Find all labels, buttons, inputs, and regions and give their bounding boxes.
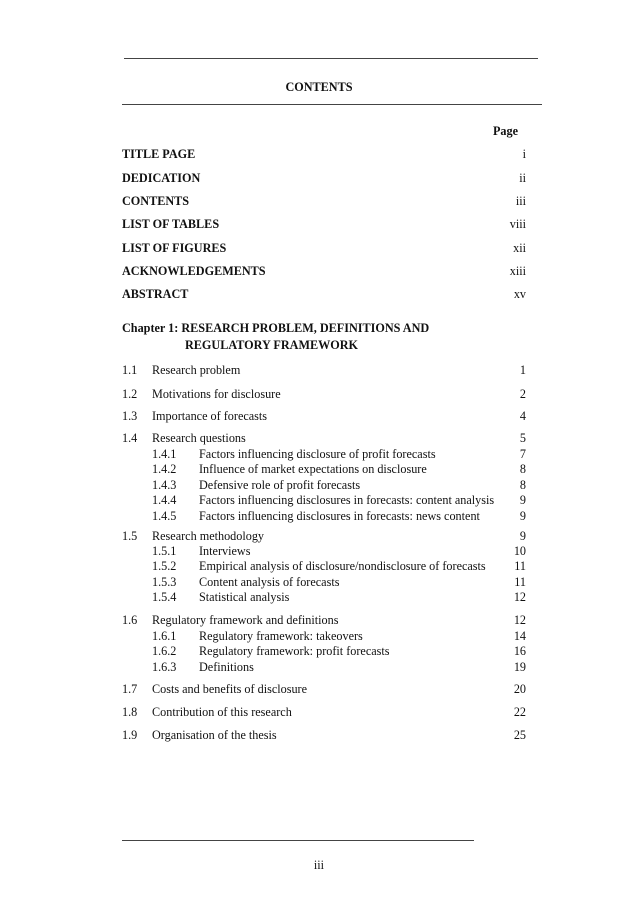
- toc-section: [122, 727, 526, 743]
- toc-subsection: [122, 628, 526, 644]
- footer-rule: [122, 840, 474, 841]
- toc-entry: [122, 263, 526, 279]
- toc-entry-page: viii: [509, 217, 526, 231]
- toc-subsection-label: Definitions: [199, 659, 254, 674]
- toc-section-label: Research questions: [152, 431, 246, 445]
- toc-section-number: 1.2: [122, 387, 138, 401]
- toc-entry: [122, 170, 526, 186]
- toc-entry-label: LIST OF TABLES: [122, 217, 220, 231]
- title-underline-rule: [122, 104, 542, 105]
- toc-subsection-label: Factors influencing disclosures in forecasts: content analysis: [199, 493, 495, 508]
- toc-subsection: [122, 461, 526, 477]
- toc-section: [122, 681, 526, 697]
- toc-subsection-number: 1.4.4: [152, 493, 177, 508]
- toc-subsection-number: 1.6.1: [152, 629, 177, 643]
- toc-section: [122, 408, 526, 424]
- toc-section-page: 1: [519, 363, 526, 377]
- toc-subsection-page: 11: [514, 574, 526, 589]
- toc-section-number: 1.8: [122, 705, 138, 719]
- toc-subsection-page: 12: [513, 590, 526, 605]
- toc-subsection: [122, 492, 526, 508]
- toc-subsection-number: 1.5.4: [152, 590, 177, 605]
- top-rule: [124, 58, 538, 59]
- toc-subsection-page: 10: [513, 544, 526, 558]
- toc-section-label: Motivations for disclosure: [152, 387, 281, 401]
- toc-section-label: Regulatory framework and definitions: [152, 613, 339, 627]
- toc-subsection-label: Influence of market expectations on disclosure: [199, 462, 427, 477]
- page-title: CONTENTS: [285, 80, 353, 94]
- toc-subsection-number: 1.4.3: [152, 477, 177, 492]
- toc-entry-label: ACKNOWLEDGEMENTS: [122, 264, 266, 278]
- toc-subsection: [122, 643, 526, 659]
- toc-subsection-label: Factors influencing disclosures in forecasts: news content: [199, 508, 480, 523]
- toc-entry-page: xii: [513, 241, 526, 255]
- toc-section-page: 4: [519, 409, 526, 423]
- toc-subsection-number: 1.4.5: [152, 508, 177, 523]
- toc-subsection-label: Factors influencing disclosure of profit forecasts: [199, 447, 436, 461]
- toc-entry-label: ABSTRACT: [122, 287, 189, 301]
- toc-subsection: [122, 543, 526, 559]
- toc-section-number: 1.5: [122, 529, 138, 543]
- toc-subsection-number: 1.6.3: [152, 659, 177, 674]
- toc-subsection-label: Regulatory framework: profit forecasts: [199, 644, 390, 659]
- toc-subsection-page: 8: [519, 462, 526, 477]
- toc-subsection: [122, 589, 526, 605]
- toc-subsection: [122, 508, 526, 524]
- toc-section-page: 20: [513, 682, 526, 696]
- toc-section: [122, 704, 526, 720]
- toc-subsection-label: Statistical analysis: [199, 590, 290, 605]
- toc-section-number: 1.4: [122, 431, 138, 445]
- toc-subsection: [122, 446, 526, 462]
- toc-section-page: 2: [519, 387, 526, 401]
- toc-subsection-number: 1.6.2: [152, 644, 177, 659]
- toc-subsection-number: 1.4.1: [152, 447, 177, 461]
- toc-subsection-label: Interviews: [199, 544, 251, 558]
- toc-section-number: 1.6: [122, 613, 138, 627]
- toc-subsection-page: 19: [513, 659, 526, 674]
- toc-section-number: 1.3: [122, 409, 138, 423]
- toc-section-label: Importance of forecasts: [152, 409, 268, 423]
- toc-subsection-number: 1.5.2: [152, 559, 177, 574]
- toc-section-label: Research methodology: [152, 529, 265, 543]
- toc-entry-page: xv: [513, 287, 526, 301]
- toc-subsection-label: Defensive role of profit forecasts: [199, 477, 361, 492]
- toc-section-page: 25: [513, 728, 526, 742]
- toc-subsection-number: 1.5.3: [152, 574, 177, 589]
- toc-subsection-number: 1.5.1: [152, 544, 177, 558]
- toc-entry: [122, 216, 526, 232]
- toc-section-label: Organisation of the thesis: [152, 728, 277, 742]
- page-column-header: Page: [492, 124, 518, 138]
- toc-section-label: Research problem: [152, 363, 241, 377]
- toc-subsection-page: 11: [514, 559, 526, 574]
- toc-subsection: [122, 558, 526, 574]
- toc-section-label: Costs and benefits of disclosure: [152, 682, 308, 696]
- toc-section: [122, 386, 526, 402]
- toc-subsection-page: 9: [519, 493, 526, 508]
- toc-subsection-page: 8: [519, 477, 526, 492]
- toc-section: [122, 612, 526, 628]
- toc-subsection: [122, 477, 526, 493]
- toc-section-number: 1.9: [122, 728, 138, 742]
- toc-entry-page: xiii: [509, 264, 526, 278]
- toc-subsection: [122, 574, 526, 590]
- toc-subsection-page: 16: [513, 644, 526, 659]
- toc-section-label: Contribution of this research: [152, 705, 292, 719]
- toc-subsection: [122, 659, 526, 675]
- toc-entry: [122, 146, 526, 162]
- toc-section-page: 22: [513, 705, 526, 719]
- toc-entry: [122, 286, 526, 302]
- chapter-title-line1: Chapter 1: RESEARCH PROBLEM, DEFINITIONS AND: [122, 321, 430, 335]
- toc-entry-label: LIST OF FIGURES: [122, 241, 227, 255]
- toc-subsection-page: 14: [513, 629, 526, 643]
- toc-entry-page: iii: [515, 194, 526, 208]
- toc-subsection-label: Content analysis of forecasts: [199, 574, 340, 589]
- toc-entry-page: i: [522, 147, 526, 161]
- toc-entry: [122, 240, 526, 256]
- toc-entry-label: CONTENTS: [122, 194, 190, 208]
- toc-entry-page: ii: [519, 171, 526, 185]
- toc-section: [122, 430, 526, 446]
- page-number: iii: [313, 858, 325, 872]
- toc-entry-label: TITLE PAGE: [122, 147, 196, 161]
- toc-entry: [122, 193, 526, 209]
- toc-section: [122, 528, 526, 544]
- toc-section-page: 9: [519, 529, 526, 543]
- toc-section-number: 1.1: [122, 363, 138, 377]
- toc-subsection-number: 1.4.2: [152, 462, 177, 477]
- toc-subsection-label: Regulatory framework: takeovers: [199, 629, 363, 643]
- toc-section-page: 12: [513, 613, 526, 627]
- toc-section: [122, 362, 526, 378]
- toc-section-page: 5: [519, 431, 526, 445]
- toc-entry-label: DEDICATION: [122, 171, 201, 185]
- toc-section-number: 1.7: [122, 682, 138, 696]
- chapter-title-line2: REGULATORY FRAMEWORK: [185, 338, 359, 352]
- toc-subsection-page: 9: [519, 508, 526, 523]
- toc-subsection-label: Empirical analysis of disclosure/nondisclosure of forecasts: [199, 559, 486, 574]
- toc-subsection-page: 7: [519, 447, 526, 461]
